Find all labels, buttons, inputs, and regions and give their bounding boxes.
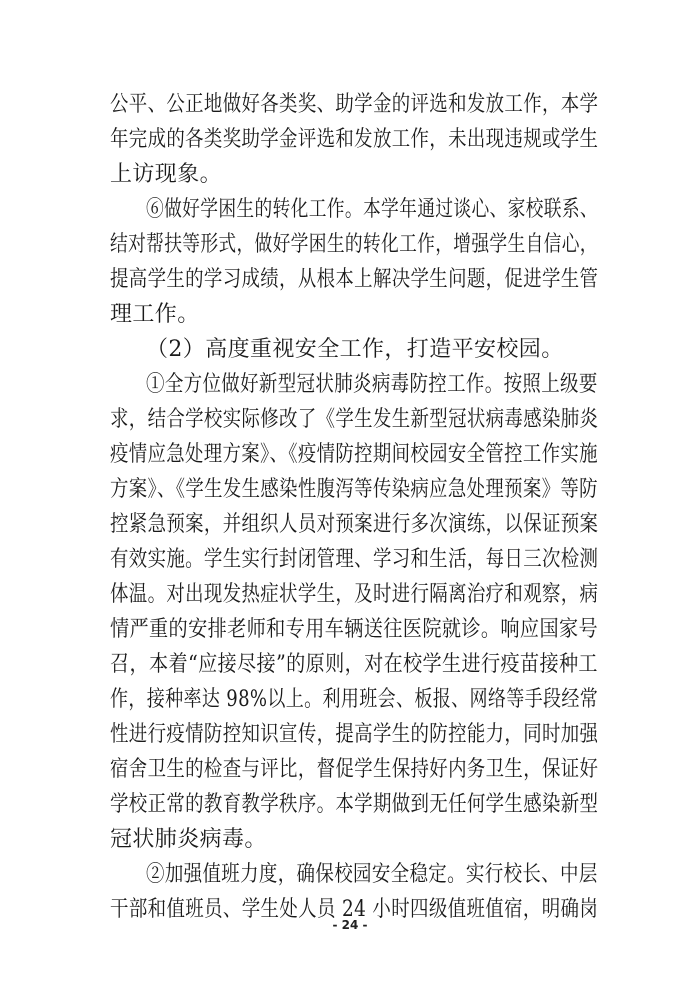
text-line: 情严重的安排老师和专用车辆送往医院就诊。响应国家号 bbox=[110, 617, 599, 642]
text-line: 学校正常的教育教学秩序。本学期做到无任何学生感染新型 bbox=[110, 792, 599, 817]
page-number: - 24 - bbox=[332, 918, 368, 932]
text-line: 作，接种率达 98%以上。利用班会、板报、网络等手段经常 bbox=[110, 687, 599, 712]
text-line: 召，本着“应接尽接”的原则，对在校学生进行疫苗接种工 bbox=[110, 652, 598, 677]
text-line: 提高学生的学习成绩，从根本上解决学生问题，促进学生管 bbox=[110, 267, 599, 292]
text-line: 求，结合学校实际修改了《学生发生新型冠状病毒感染肺炎 bbox=[110, 407, 599, 432]
text-line: 有效实施。学生实行封闭管理、学习和生活，每日三次检测 bbox=[110, 547, 599, 572]
section-heading: （2）高度重视安全工作，打造平安校园。 bbox=[146, 337, 564, 362]
text-line: 年完成的各类奖助学金评选和发放工作，未出现违规或学生 bbox=[110, 127, 599, 152]
text-line: 疫情应急处理方案》、《疫情防控期间校园安全管控工作实施 bbox=[110, 442, 598, 467]
text-line: 理工作。 bbox=[110, 302, 200, 327]
text-line: 体温。对出现发热症状学生，及时进行隔离治疗和观察，病 bbox=[110, 582, 599, 607]
text-line: 宿舍卫生的检查与评比，督促学生保持好内务卫生，保证好 bbox=[110, 757, 599, 782]
text-line: ①全方位做好新型冠状肺炎病毒防控工作。按照上级要 bbox=[146, 372, 598, 397]
text-line: ②加强值班力度，确保校园安全稳定。实行校长、中层 bbox=[146, 862, 598, 887]
text-line: 上访现象。 bbox=[110, 162, 223, 187]
text-line: 性进行疫情防控知识宣传，提高学生的防控能力，同时加强 bbox=[110, 722, 599, 747]
text-line: 干部和值班员、学生处人员 24 小时四级值班值宿，明确岗 bbox=[110, 897, 599, 922]
text-line: 结对帮扶等形式，做好学困生的转化工作，增强学生自信心， bbox=[110, 232, 598, 257]
text-line: 冠状肺炎病毒。 bbox=[110, 827, 267, 852]
text-line: ⑥做好学困生的转化工作。本学年通过谈心、家校联系、 bbox=[146, 197, 599, 222]
text-line: 控紧急预案，并组织人员对预案进行多次演练，以保证预案 bbox=[110, 512, 599, 537]
text-line: 方案》、《学生发生感染性腹泻等传染病应急处理预案》等防 bbox=[110, 477, 598, 502]
text-line: 公平、公正地做好各类奖、助学金的评选和发放工作，本学 bbox=[110, 92, 599, 117]
